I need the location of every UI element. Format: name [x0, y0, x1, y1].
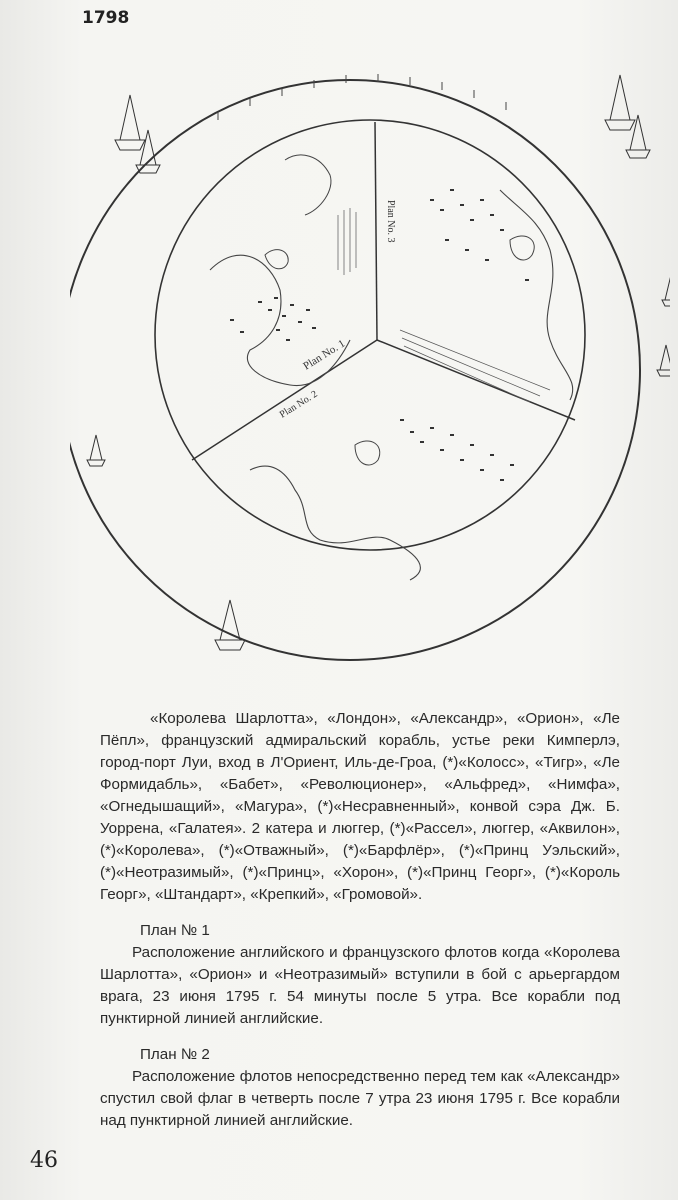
battle-plans-engraving	[70, 40, 670, 690]
plan-label-1: Plan No. 1	[301, 337, 348, 373]
plan2-heading: План № 2	[140, 1046, 210, 1063]
island-plan3	[510, 236, 534, 260]
plan2-description: Расположение флотов непосредственно перед тем как «Александр» спустил свой флаг в четверть после 7 утра 23 июня 1795 г. Все корабли над пунктирной линией английские.	[100, 1068, 620, 1129]
caption-text	[100, 708, 620, 1132]
ship-marks-plan1	[230, 298, 316, 340]
ship-list-paragraph: «Королева Шарлотта», «Лондон», «Александр», «Орион», «Ле Пёпл», французский адмиральский корабль, устье реки Кимперлэ, город-порт Луи, вход в Л'Ориент, Иль-де-Гроа, (*)«Колосс», «Тигр», «Ле Формидабль», «Бабет», «Революционер», «Альфред», «Нимфа», «Огнедышащий», «Магура», (*)«Несравненный», конвой сэра Дж. Б. Уоррена, «Галатея». 2 катера и люггер, (*)«Рассел», люггер, «Аквилон», (*)«Королева», (*)«Отважный», (*)«Барфлёр», (*)«Принц Уэльский», (*)«Неотразимый», (*)«Принц», «Хорон», (*)«Принц Георг», (*)«Король Георг», «Штандарт», «Крепкий», «Громовой».	[100, 710, 620, 903]
plan1-heading: План № 1	[140, 922, 210, 939]
plan-label-3: Plan No. 3	[385, 200, 396, 243]
island-plan2	[355, 441, 380, 465]
plan-label-2: Plan No. 2	[277, 388, 320, 421]
divider-line-top	[375, 122, 377, 340]
ship-marks-plan2	[400, 420, 514, 480]
running-header-year: 1798	[82, 8, 130, 28]
coastline-plan2	[250, 466, 420, 580]
outer-frame-circle	[70, 80, 640, 660]
divider-line-left	[192, 337, 377, 460]
island-plan1	[265, 250, 288, 269]
inner-map-circle	[155, 120, 585, 550]
coastline-plan3	[500, 190, 573, 400]
map-annotation-marks	[338, 208, 550, 402]
divider-line-right	[377, 340, 575, 420]
coastline-plan1-b	[285, 155, 331, 215]
page-number: 46	[30, 1148, 58, 1173]
plan1-description: Расположение английского и французского флотов когда «Королева Шарлотта», «Орион» и «Неотразимый» вступили в бой с арьергардом врага, 23 июня 1795 г. 54 минуты после 5 утра. Все корабли под пунктирной линией английские.	[100, 944, 620, 1027]
